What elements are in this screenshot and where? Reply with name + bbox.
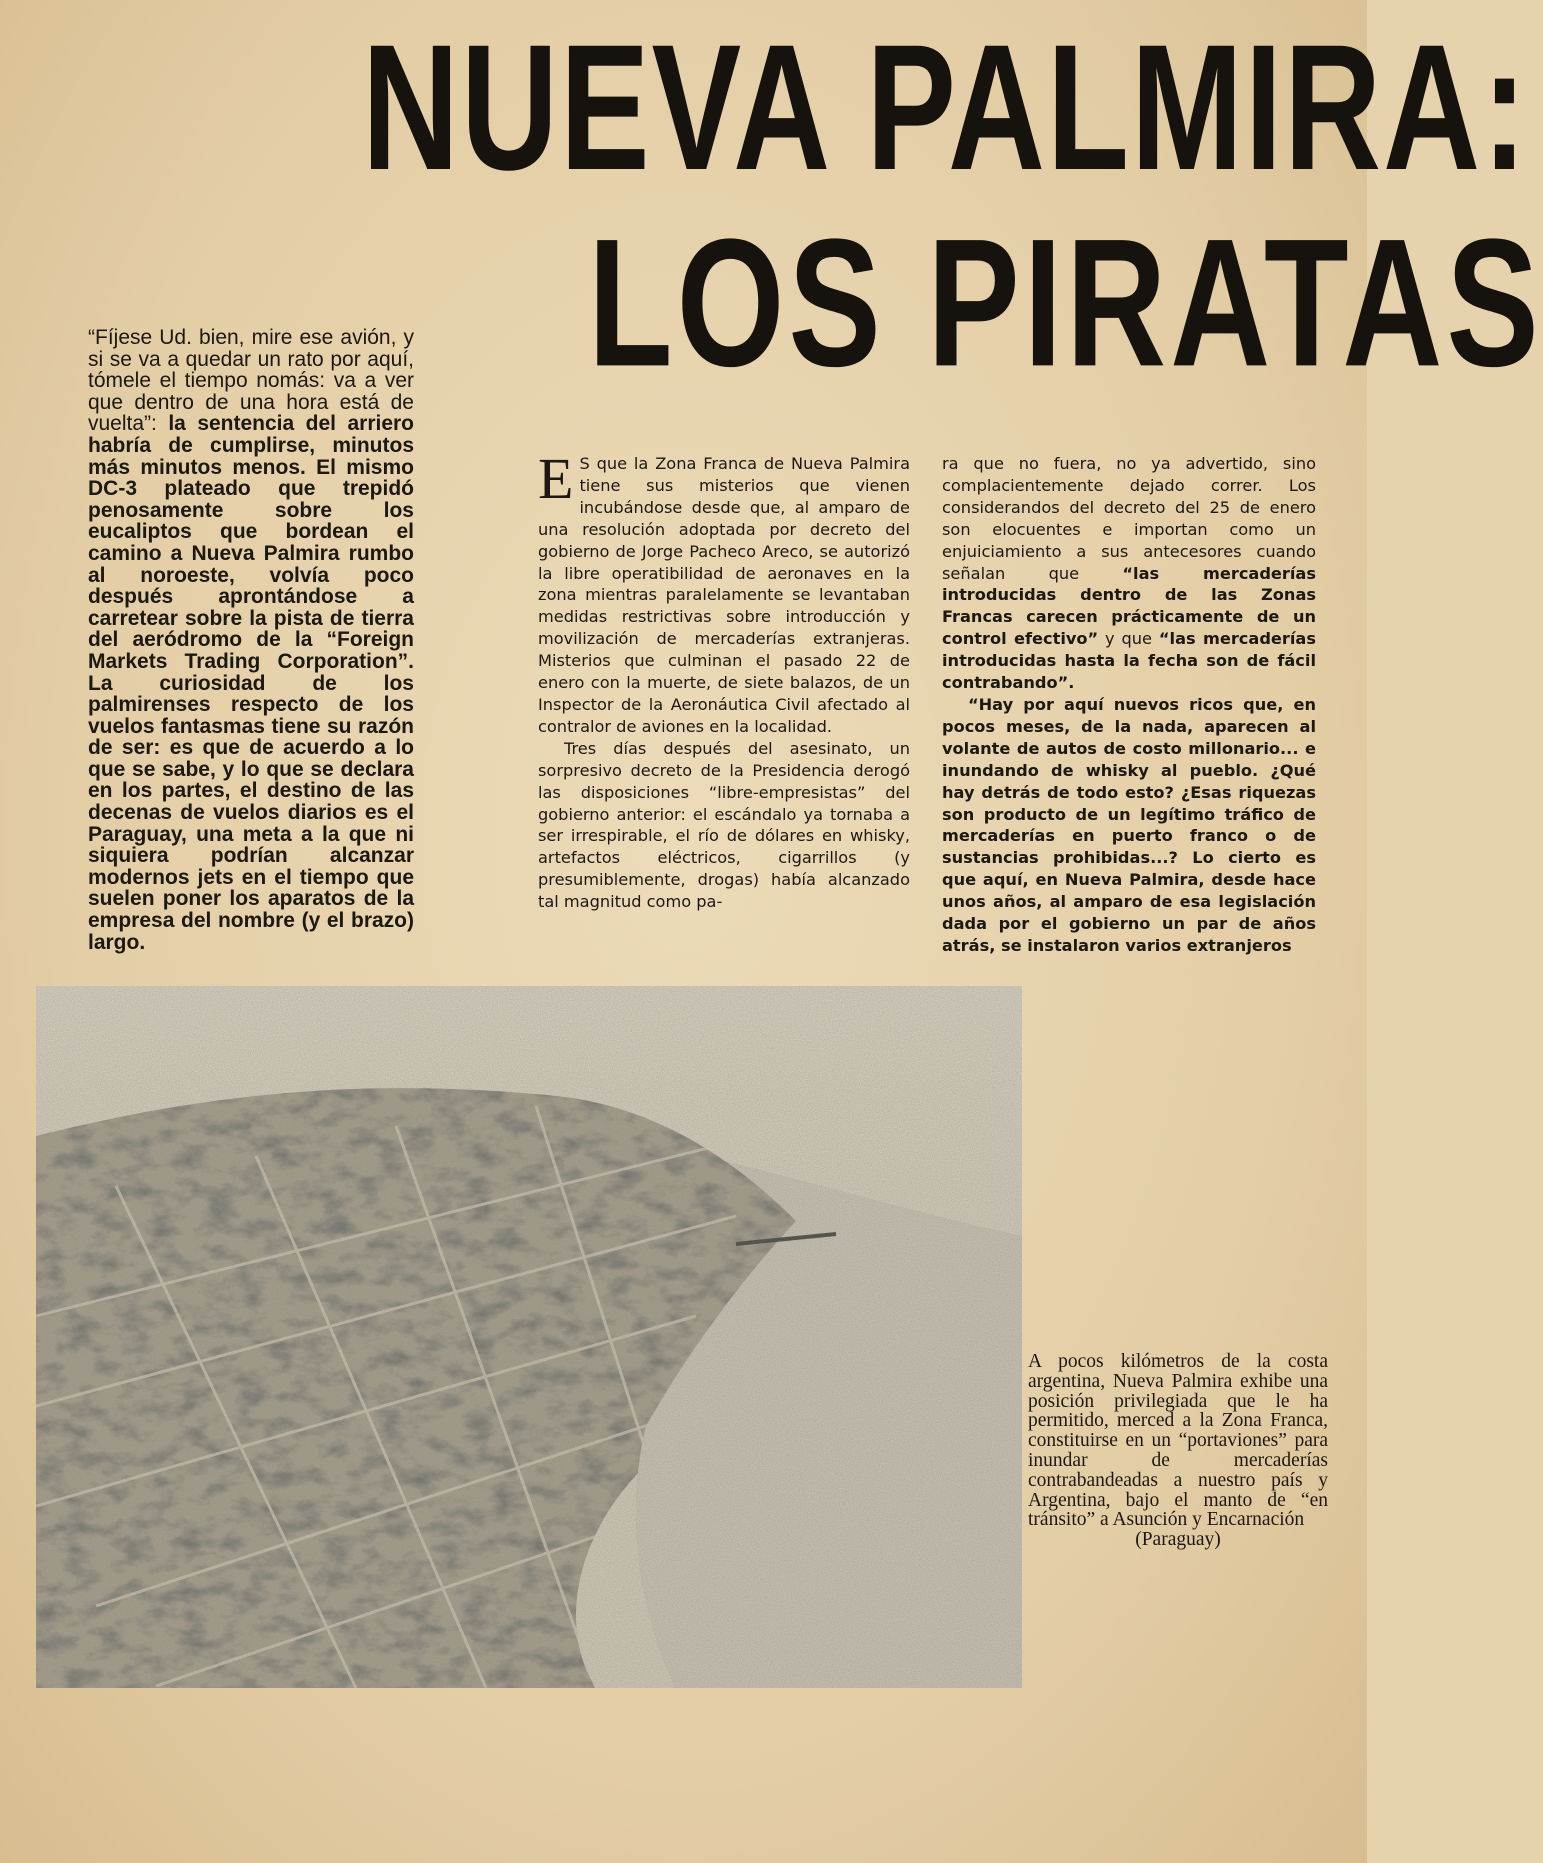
column3-paragraph-1 (942, 453, 1316, 694)
column3-p1-text: ra que no fuera, no ya advertido, sino complacientemente dejado correr. Los considerandos del decreto del 25 de enero son elocuentes e importan como un enjuiciamiento a sus antecesores cuando señalan que (942, 454, 1316, 583)
column3-p1-connector: y que (1098, 629, 1159, 649)
column3-paragraph-2: “Hay por aquí nuevos ricos que, en pocos meses, de la nada, aparecen al volante de autos de costo millonario... e inundando de whisky al pueblo. ¿Qué hay detrás de todo esto? ¿Esas riquezas son producto de un legítimo tráfico de mercaderías en puerto franco o de sustancias prohibidas...? Lo cierto es que aquí, en Nueva Palmira, desde hace unos años, al amparo de esa legislación dada por el gobierno un par de años atrás, se instalaron varios extranjeros (942, 694, 1316, 955)
body-column-3 (942, 453, 1316, 957)
aerial-photo (36, 986, 1022, 1688)
intro-bold-text: la sentencia del arriero habría de cumplirse, minutos más minutos menos. El mismo DC-3 plateado que trepidó penosamente sobre los eucaliptos que bordean el camino a Nueva Palmira rumbo al noroeste, volvía poco después aprontándose a carretear sobre la pista de tierra del aeródromo de la “Foreign Markets Trading Corporation”. La curiosidad de los palmirenses respecto de los vuelos fantasmas tiene su razón de ser: es que de acuerdo a lo que se sabe, y lo que se declara en los partes, el destino de las decenas de vuelos diarios es el Paraguay, una meta a la que ni siquiera podrían alcanzar modernos jets en el tiempo que suelen poner los aparatos de la empresa del nombre (y el brazo) largo. (88, 412, 415, 954)
headline-line-2: LOS PIRATAS (588, 200, 1543, 405)
caption-body: A pocos kilómetros de la costa argentina, Nueva Palmira exhibe una posición privilegiada que le ha permitido, merced a la Zona Franca, constituirse en un “portaviones” para inundar de mercaderías contrabandeadas a nuestro país y Argentina, bajo el manto de “en tránsito” a Asunción y Encarnación (1028, 1351, 1328, 1531)
intro-paragraph (88, 327, 414, 953)
photo-caption (1028, 1352, 1328, 1550)
column2-paragraph-2: Tres días después del asesinato, un sorpresivo decreto de la Presidencia derogó las disposiciones “libre-empresistas” del gobierno anterior: el escándalo ya tornaba a ser irrespirable, el río de dólares en whisky, artefactos eléctricos, cigarrillos (y presumiblemente, drogas) había alcanzado tal magnitud como pa- (538, 738, 910, 912)
column2-p1-text: S que la Zona Franca de Nueva Palmira tiene sus misterios que vienen incubándose desde que, al amparo de una resolución adoptada por decreto del gobierno de Jorge Pacheco Areco, se autorizó la libre operatibilidad de aeronaves en la zona mientras paralelamente se levantaban medidas restrictivas sobre introducción y movilización de mercaderías extranjeras. Misterios que culminan el pasado 22 de enero con la muerte, de siete balazos, de un Inspector de la Aeronáutica Civil afectado al contralor de aviones en la localidad. (538, 454, 910, 736)
column3-quote-1: “las mercaderías introducidas dentro de las Zonas Francas carecen prácticamente de un control efectivo” (942, 563, 1316, 649)
drop-cap: E (538, 446, 574, 511)
caption-last-line: (Paraguay) (1135, 1529, 1221, 1551)
column2-paragraph-1 (538, 446, 910, 738)
intro-quote: “Fíjese Ud. bien, mire ese avión, y si se va a quedar un rato por aquí, tómele el tiempo nomás: va a ver que dentro de una hora está de vuelta”: (88, 326, 414, 436)
intro-column (88, 327, 414, 953)
column3-quote-2: “las mercaderías introducidas hasta la fecha son de fácil contrabando”. (942, 629, 1316, 693)
body-column-2 (538, 446, 910, 913)
headline-line-1: NUEVA PALMIRA: (362, 6, 1529, 208)
